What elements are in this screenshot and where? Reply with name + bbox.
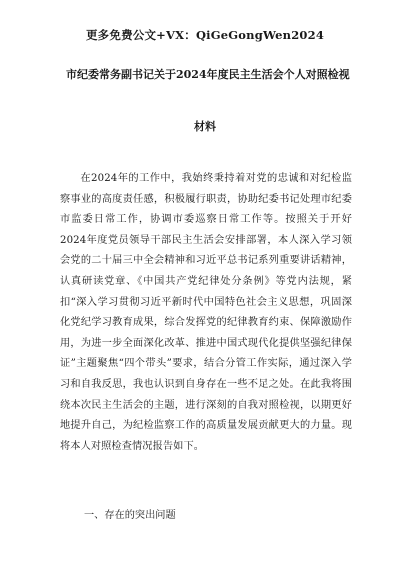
section-heading: 一、存在的突出问题 [84, 510, 176, 521]
header-note: 更多免费公文+VX：QiGeGongWen2024 [85, 28, 325, 42]
body-text [60, 169, 352, 457]
document-title-continued: 材料 [194, 120, 216, 133]
document-title: 市纪委常务副书记关于2024年度民主生活会个人对照检视 [66, 68, 350, 81]
body-paragraph: 在2024年的工作中，我始终秉持着对党的忠诚和对纪检监察事业的高度责任感，积极履行职责，协助纪委书记处理市纪委市监委日常工作，协调市委巡察日常工作等。按照关于开好2024年度党员领导干部民主生活会安排部署，本人深入学习领会党的二十届三中全会精神和习近平总书记系列重要讲话精神，认真研读党章、《中国共产党纪律处分条例》等党内法规，紧扣“深入学习贯彻习近平新时代中国特色社会主义思想，巩固深化党纪学习教育成果，综合发挥党的纪律教育约束、保障激励作用，为进一步全面深化改革、推进中国式现代化提供坚强纪律保证”主题聚焦“四个带头”要求，结合分管工作实际，通过深入学习和自我反思，我也认识到自身存在一些不足之处。在此我将围绕本次民主生活会的主题，进行深刻的自我对照检视，以期更好地提升自己，为纪检监察工作的高质量发展贡献更大的力量。现将本人对照检查情况报告如下。 [60, 173, 352, 452]
